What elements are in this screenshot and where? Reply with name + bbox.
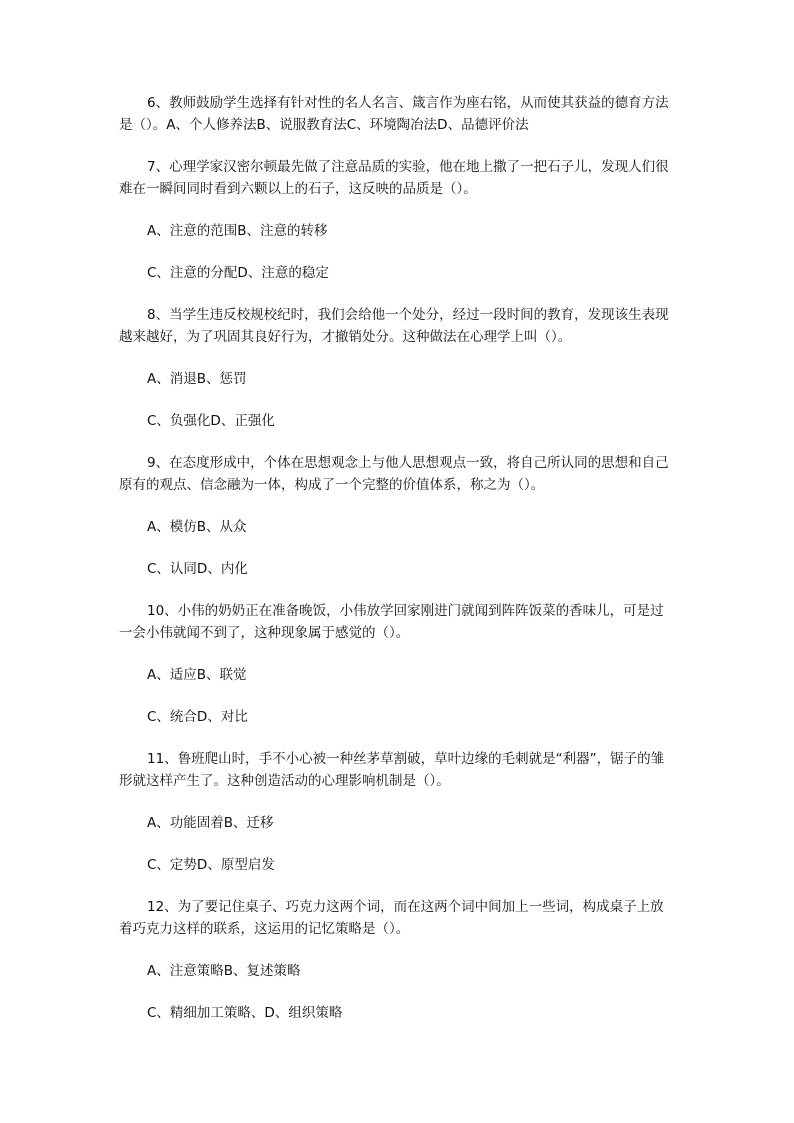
question-12-option-line-1: A、注意策略B、复述策略	[147, 963, 301, 979]
question-10-option-line-2: C、统合D、对比	[147, 709, 248, 725]
question-10-option-line-1: A、适应B、联觉	[147, 667, 247, 683]
question-6-stem: 6、教师鼓励学生选择有针对性的名人名言、箴言作为座右铭，从而使其获益的德育方法是（）。A、个人修养法B、说服教育法C、环境陶冶法D、品德评价法	[119, 95, 669, 133]
question-9-option-line-1: A、模仿B、从众	[147, 519, 247, 535]
question-7-stem: 7、心理学家汉密尔顿最先做了注意品质的实验，他在地上撒了一把石子儿，发现人们很难在一瞬间同时看到六颗以上的石子，这反映的品质是（）。	[119, 159, 669, 197]
question-8-stem: 8、当学生违反校规校纪时，我们会给他一个处分，经过一段时间的教育，发现该生表现越来越好，为了巩固其良好行为，才撤销处分。这种做法在心理学上叫（）。	[119, 307, 669, 345]
document-page	[119, 92, 675, 1024]
question-7-option-line-1: A、注意的范围B、注意的转移	[147, 223, 328, 239]
question-10-stem: 10、小伟的奶奶正在准备晚饭，小伟放学回家刚进门就闻到阵阵饭菜的香味儿，可是过一会小伟就闻不到了，这种现象属于感觉的（）。	[119, 603, 664, 641]
question-11-option-line-2: C、定势D、原型启发	[147, 857, 275, 873]
question-11-stem: 11、鲁班爬山时，手不小心被一种丝茅草割破，草叶边缘的毛刺就是“利器”，锯子的雏形就这样产生了。这种创造活动的心理影响机制是（）。	[119, 751, 665, 789]
question-9-option-line-2: C、认同D、内化	[147, 561, 248, 577]
question-12-option-line-2: C、精细加工策略、D、组织策略	[147, 1005, 343, 1021]
question-8-option-line-2: C、负强化D、正强化	[147, 413, 275, 429]
question-7-option-line-2: C、注意的分配D、注意的稳定	[147, 265, 329, 281]
question-9-stem: 9、在态度形成中，个体在思想观念上与他人思想观点一致，将自己所认同的思想和自己原有的观点、信念融为一体，构成了一个完整的价值体系，称之为（）。	[119, 455, 669, 493]
question-11-option-line-1: A、功能固着B、迁移	[147, 815, 274, 831]
question-8-option-line-1: A、消退B、惩罚	[147, 371, 247, 387]
question-12-stem: 12、为了要记住桌子、巧克力这两个词，而在这两个词中间加上一些词，构成桌子上放着巧克力这样的联系，这运用的记忆策略是（）。	[119, 899, 664, 937]
